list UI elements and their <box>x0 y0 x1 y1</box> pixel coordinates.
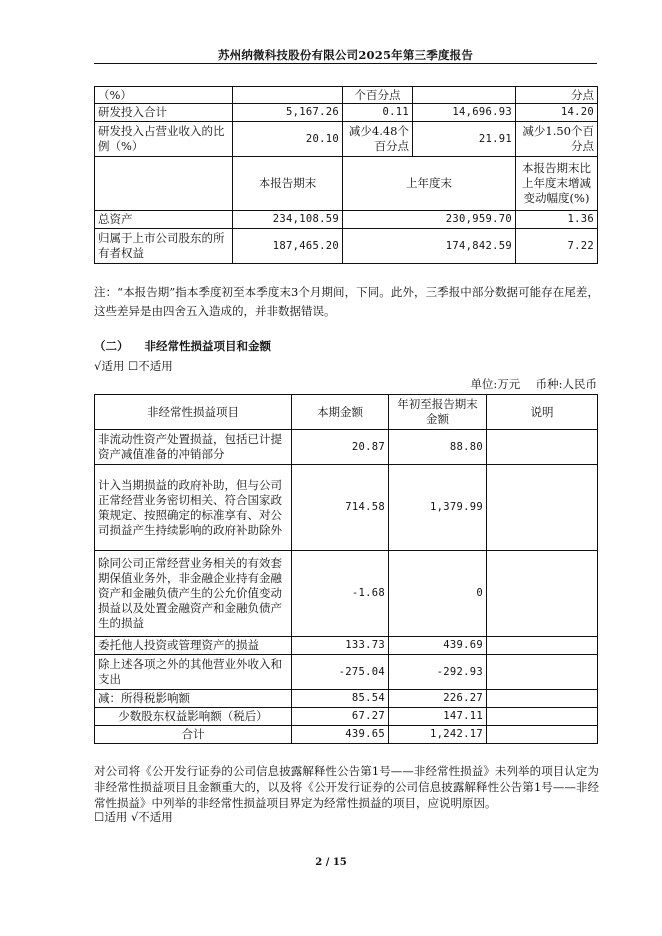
checkmark-icon: √ <box>94 359 102 373</box>
table-cell: 226.27 <box>389 690 487 708</box>
table-cell: 7.22 <box>516 229 598 264</box>
table-cell <box>487 465 598 551</box>
column-header: 非经常性损益项目 <box>95 395 292 430</box>
table-cell: 14.20 <box>516 104 598 122</box>
table-cell: 总资产 <box>95 211 233 229</box>
table-cell: 非流动性资产处置损益，包括已计提资产减值准备的冲销部分 <box>95 430 292 465</box>
table-cell: 439.69 <box>389 637 487 655</box>
applicability-selector-2 <box>94 808 599 827</box>
report-header: 苏州纳微科技股份有限公司2025年第三季度报告 <box>217 48 474 62</box>
column-header: 年初至报告期末金额 <box>389 395 487 430</box>
table-cell <box>487 551 598 637</box>
table-row <box>95 655 598 690</box>
table-cell <box>95 157 233 211</box>
table-row <box>95 465 598 551</box>
table-cell: 个百分点 <box>343 87 413 104</box>
table-cell: 174,842.59 <box>343 229 516 264</box>
table-cell: 21.91 <box>413 122 516 157</box>
table-row <box>95 211 598 229</box>
table-row <box>95 690 598 708</box>
empty-checkbox-icon: ☐ <box>94 810 105 824</box>
table-cell <box>487 726 598 744</box>
empty-checkbox-icon: ☐ <box>127 359 139 373</box>
table-cell: 14,696.93 <box>413 104 516 122</box>
currency-label: 币种:人民币 <box>535 377 597 391</box>
table-row <box>95 551 598 637</box>
table-cell: 计入当期损益的政府补助，但与公司正常经营业务密切相关、符合国家政策规定、按照确定的标准享有、对公司损益产生持续影响的政府补助除外 <box>95 465 292 551</box>
table-cell: 研发投入合计 <box>95 104 233 122</box>
column-header: 本报告期末 <box>233 157 343 211</box>
table-cell: 88.80 <box>389 430 487 465</box>
table-cell <box>233 87 343 104</box>
table-cell <box>413 87 516 104</box>
table-cell: -275.04 <box>292 655 389 690</box>
table-cell: 133.73 <box>292 637 389 655</box>
column-header: 本报告期末比上年度末增减变动幅度(%) <box>516 157 598 211</box>
table-header-row <box>95 157 598 211</box>
table-cell: 减少4.48个百分点 <box>343 122 413 157</box>
table-cell: 67.27 <box>292 708 389 726</box>
option-label-applicable: 适用 <box>101 359 125 373</box>
table-cell: 1.36 <box>516 211 598 229</box>
table-row <box>95 637 598 655</box>
rd-assets-table <box>94 86 598 264</box>
table-cell: 0.11 <box>343 104 413 122</box>
header-rule <box>94 63 597 64</box>
section-title: 非经常性损益项目和金额 <box>144 339 272 353</box>
table-cell: 分点 <box>516 87 598 104</box>
section-heading <box>94 337 599 356</box>
unit-currency-line <box>94 376 597 392</box>
option-label-not-applicable: 不适用 <box>138 810 173 824</box>
table-cell: 研发投入占营业收入的比例（%） <box>95 122 233 157</box>
unit-label: 单位:万元 <box>470 377 521 391</box>
column-header: 说明 <box>487 395 598 430</box>
table-cell: 少数股东权益影响额（税后） <box>95 708 292 726</box>
table-header-row <box>95 395 598 430</box>
table-cell: 减：所得税影响额 <box>95 690 292 708</box>
table-cell: -292.93 <box>389 655 487 690</box>
table-cell: 147.11 <box>389 708 487 726</box>
table-cell: 除同公司正常经营业务相关的有效套期保值业务外，非金融企业持有金融资产和金融负债产生的公允价值变动损益以及处置金融资产和金融负债产生的损益 <box>95 551 292 637</box>
table-cell: （%） <box>95 87 233 104</box>
table-row <box>95 87 598 104</box>
applicability-selector <box>94 357 599 376</box>
table-row <box>95 104 598 122</box>
table-cell: 0 <box>389 551 487 637</box>
table-cell: -1.68 <box>292 551 389 637</box>
explanation-paragraph: 对公司将《公开发行证券的公司信息披露解释性公告第1号——非经常性损益》未列举的项目认定为非经常性损益项目且金额重大的，以及将《公开发行证券的公司信息披露解释性公告第1号——非经常性损益》中列举的非经常性损益项目界定为经常性损益的项目，应说明原因。 <box>94 764 599 810</box>
table-cell: 187,465.20 <box>233 229 343 264</box>
table-cell: 85.54 <box>292 690 389 708</box>
table-cell <box>487 637 598 655</box>
table-row <box>95 122 598 157</box>
table-cell <box>487 430 598 465</box>
table-cell: 234,108.59 <box>233 211 343 229</box>
table-cell: 230,959.70 <box>343 211 516 229</box>
table-row <box>95 229 598 264</box>
option-label-applicable: 适用 <box>104 810 128 824</box>
table-cell <box>487 690 598 708</box>
table-cell: 归属于上市公司股东的所有者权益 <box>95 229 233 264</box>
table-cell: 20.10 <box>233 122 343 157</box>
non-recurring-items-table <box>94 394 598 744</box>
option-label-not-applicable: 不适用 <box>138 359 173 373</box>
column-header: 上年度末 <box>343 157 516 211</box>
checkmark-icon: √ <box>130 810 139 824</box>
section-number: （二） <box>94 339 129 353</box>
footnote: 注：“本报告期”指本季度初至本季度末3个月期间，下同。此外，三季报中部分数据可能存在尾差，这些差异是由四舍五入造成的，并非数据错误。 <box>94 285 599 318</box>
table-cell: 委托他人投资或管理资产的损益 <box>95 637 292 655</box>
table-cell: 1,379.99 <box>389 465 487 551</box>
table-cell: 除上述各项之外的其他营业外收入和支出 <box>95 655 292 690</box>
table-cell: 20.87 <box>292 430 389 465</box>
table-row <box>95 430 598 465</box>
table-cell: 714.58 <box>292 465 389 551</box>
table-cell <box>487 708 598 726</box>
table-total-row <box>95 726 598 744</box>
table-cell: 合计 <box>95 726 292 744</box>
table-cell: 减少1.50个百分点 <box>516 122 598 157</box>
table-row <box>95 708 598 726</box>
column-header: 本期金额 <box>292 395 389 430</box>
table-cell: 1,242.17 <box>389 726 487 744</box>
table-cell <box>487 655 598 690</box>
table-cell: 5,167.26 <box>233 104 343 122</box>
page-number: 2 / 15 <box>315 857 347 868</box>
table-cell: 439.65 <box>292 726 389 744</box>
